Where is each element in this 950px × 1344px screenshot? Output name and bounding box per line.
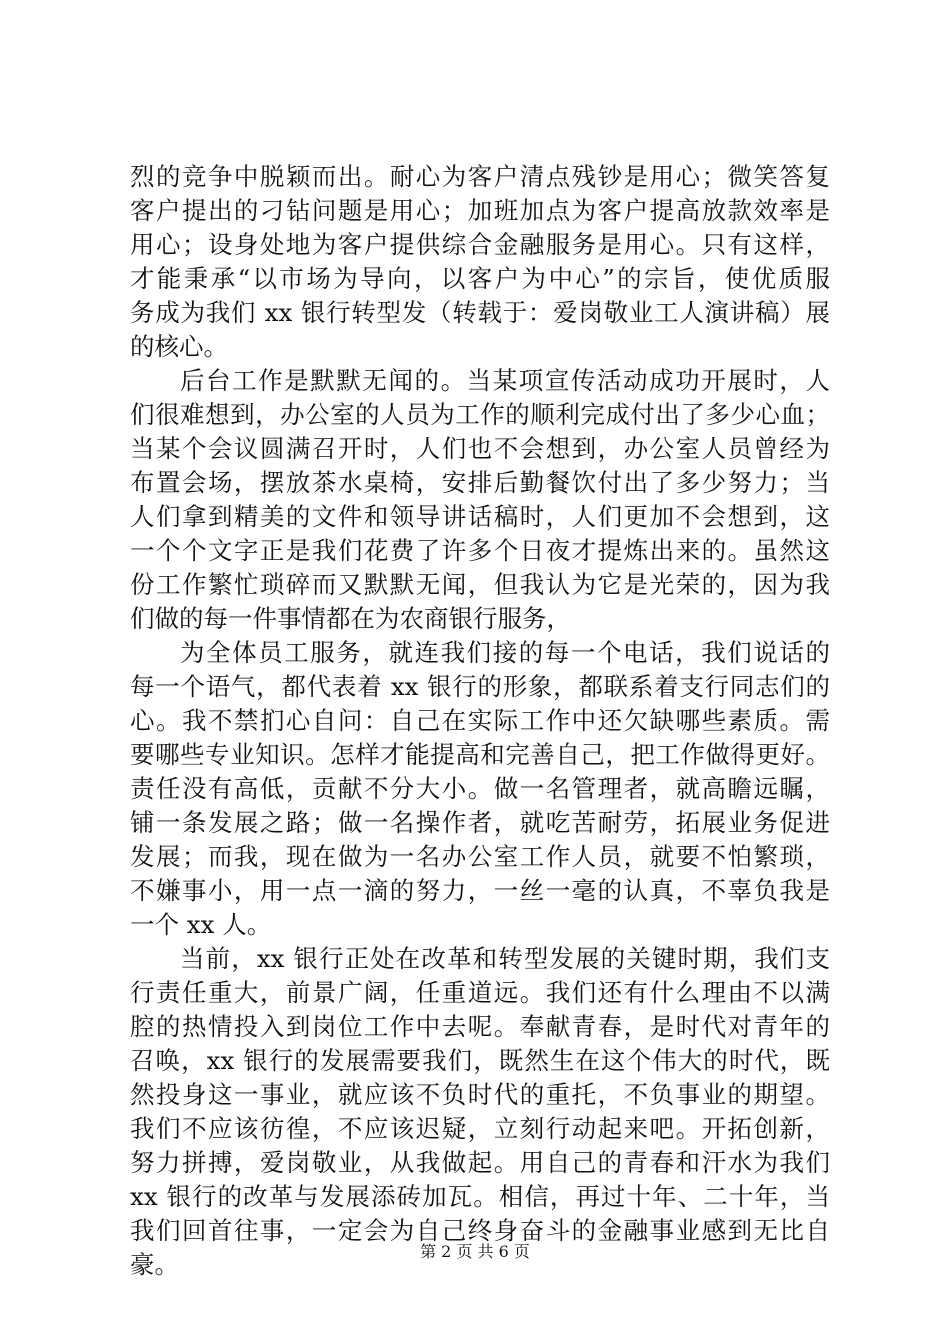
text-line: 烈的竞争中脱颖而出。耐心为客户清点残钞是用心；微笑答复 [130, 162, 830, 191]
text-line: 发展；而我，现在做为一名办公室工作人员，就要不怕繁琐， [130, 842, 830, 871]
text-line: 务成为我们 xx 银行转型发（转载于：爱岗敬业工人演讲稿）展 [130, 298, 830, 327]
text-line: 然投身这一事业，就应该不负时代的重托，不负事业的期望。 [130, 1080, 830, 1109]
text-line: 才能秉承“以市场为导向，以客户为中心”的宗旨，使优质服 [130, 264, 830, 293]
text-line: 们做的每一件事情都在为农商银行服务， [130, 604, 571, 633]
text-line: 当某个会议圆满召开时，人们也不会想到，办公室人员曾经为 [130, 434, 830, 463]
text-line: 后台工作是默默无闻的。当某项宣传活动成功开展时，人 [180, 366, 830, 395]
text-line: 腔的热情投入到岗位工作中去呢。奉献青春，是时代对青年的 [130, 1012, 830, 1041]
text-line: 人们拿到精美的文件和领导讲话稿时，人们更加不会想到，这 [130, 502, 830, 531]
page-footer: 第 2 页 共 6 页 [420, 1242, 530, 1261]
text-line: 的核心。 [130, 332, 228, 361]
text-line: 豪。 [130, 1250, 179, 1279]
text-line: 行责任重大，前景广阔，任重道远。我们还有什么理由不以满 [130, 978, 830, 1007]
text-line: 为全体员工服务，就连我们接的每一个电话，我们说话的 [180, 638, 830, 667]
text-line: 用心；设身处地为客户提供综合金融服务是用心。只有这样， [130, 230, 830, 259]
text-line: 我们回首往事，一定会为自己终身奋斗的金融事业感到无比自 [130, 1216, 830, 1245]
text-line: 一个个文字正是我们花费了许多个日夜才提炼出来的。虽然这 [130, 536, 830, 565]
text-line: 每一个语气，都代表着 xx 银行的形象，都联系着支行同志们的 [130, 672, 830, 701]
document-body [130, 160, 830, 1282]
text-line: 不嫌事小，用一点一滴的努力，一丝一毫的认真，不辜负我是 [130, 876, 830, 905]
text-line: 当前，xx 银行正处在改革和转型发展的关键时期，我们支 [180, 944, 830, 973]
text-line: 责任没有高低，贡献不分大小。做一名管理者，就高瞻远瞩， [130, 774, 830, 803]
text-line: 铺一条发展之路；做一名操作者，就吃苦耐劳，拓展业务促进 [130, 808, 830, 837]
text-line: 布置会场，摆放茶水桌椅，安排后勤餐饮付出了多少努力；当 [130, 468, 830, 497]
text-line: 一个 xx 人。 [130, 910, 272, 939]
text-line: 召唤，xx 银行的发展需要我们，既然生在这个伟大的时代，既 [130, 1046, 830, 1075]
text-line: 份工作繁忙琐碎而又默默无闻，但我认为它是光荣的，因为我 [130, 570, 830, 599]
text-line: 们很难想到，办公室的人员为工作的顺利完成付出了多少心血； [130, 400, 830, 429]
text-line: 要哪些专业知识。怎样才能提高和完善自己，把工作做得更好。 [130, 740, 830, 769]
text-line: 客户提出的刁钻问题是用心；加班加点为客户提高放款效率是 [130, 196, 830, 225]
text-line: 心。我不禁扪心自问：自己在实际工作中还欠缺哪些素质。需 [130, 706, 830, 735]
text-line: 我们不应该彷徨，不应该迟疑，立刻行动起来吧。开拓创新， [130, 1114, 830, 1143]
text-line: 努力拼搏，爱岗敬业，从我做起。用自己的青春和汗水为我们 [130, 1148, 830, 1177]
text-line: xx 银行的改革与发展添砖加瓦。相信，再过十年、二十年，当 [130, 1182, 830, 1211]
